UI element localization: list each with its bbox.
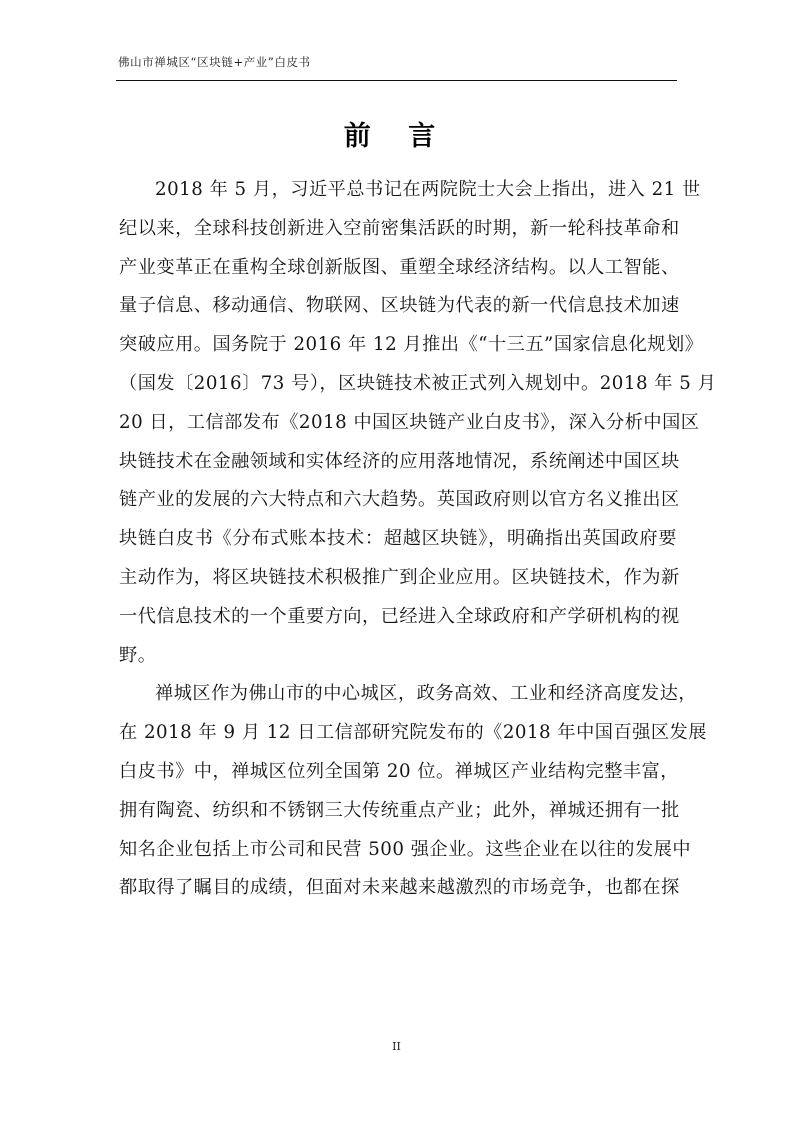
- text-line: 产业变革正在重构全球创新版图、重塑全球经济结构。以人工智能、: [119, 256, 680, 278]
- text-line: 突破应用。国务院于 2016 年 12 月推出《“十三五”国家信息化规划》: [119, 334, 704, 356]
- header-divider: [116, 80, 677, 81]
- text-line: 纪以来，全球科技创新进入空前密集活跃的时期，新一轮科技革命和: [119, 217, 680, 239]
- body-text: [119, 171, 717, 908]
- text-line: 在 2018 年 9 月 12 日工信部研究院发布的《2018 年中国百强区发展: [119, 722, 707, 744]
- text-line: 块链技术在金融领域和实体经济的应用落地情况，系统阐述中国区块: [119, 450, 680, 472]
- text-line: 主动作为，将区块链技术积极推广到企业应用。区块链技术，作为新: [119, 566, 680, 588]
- text-line: 20 日，工信部发布《2018 中国区块链产业白皮书》，深入分析中国区: [119, 411, 700, 433]
- running-header: 佛山市禅城区“区块链+产业”白皮书: [118, 55, 311, 69]
- paragraph-1: [119, 171, 717, 675]
- text-line: 拥有陶瓷、纺织和不锈钢三大传统重点产业；此外，禅城还拥有一批: [119, 799, 680, 821]
- text-line: 链产业的发展的六大特点和六大趋势。英国政府则以官方名义推出区: [119, 489, 680, 511]
- text-line: 知名企业包括上市公司和民营 500 强企业。这些企业在以往的发展中: [119, 838, 692, 860]
- text-line: 禅城区作为佛山市的中心城区，政务高效、工业和经济高度发达，: [155, 683, 697, 705]
- page-title: 前 言: [343, 121, 450, 152]
- paragraph-2: [119, 675, 707, 908]
- text-line: 白皮书》中，禅城区位列全国第 20 位。禅城区产业结构完整丰富，: [119, 760, 679, 782]
- text-line: 2018 年 5 月，习近平总书记在两院院士大会上指出，进入 21 世: [155, 179, 701, 200]
- text-line: （国发〔2016〕73 号），区块链技术被正式列入规划中。2018 年 5 月: [119, 372, 717, 394]
- text-line: 量子信息、移动通信、物联网、区块链为代表的新一代信息技术加速: [119, 295, 680, 317]
- text-line: 都取得了瞩目的成绩，但面对未来越来越激烈的市场竞争，也都在探: [119, 877, 680, 899]
- text-line: 野。: [119, 644, 157, 666]
- text-line: 块链白皮书《分布式账本技术：超越区块链》，明确指出英国政府要: [119, 528, 677, 550]
- text-line: 一代信息技术的一个重要方向，已经进入全球政府和产学研机构的视: [119, 605, 680, 627]
- page-number: II: [392, 1040, 401, 1053]
